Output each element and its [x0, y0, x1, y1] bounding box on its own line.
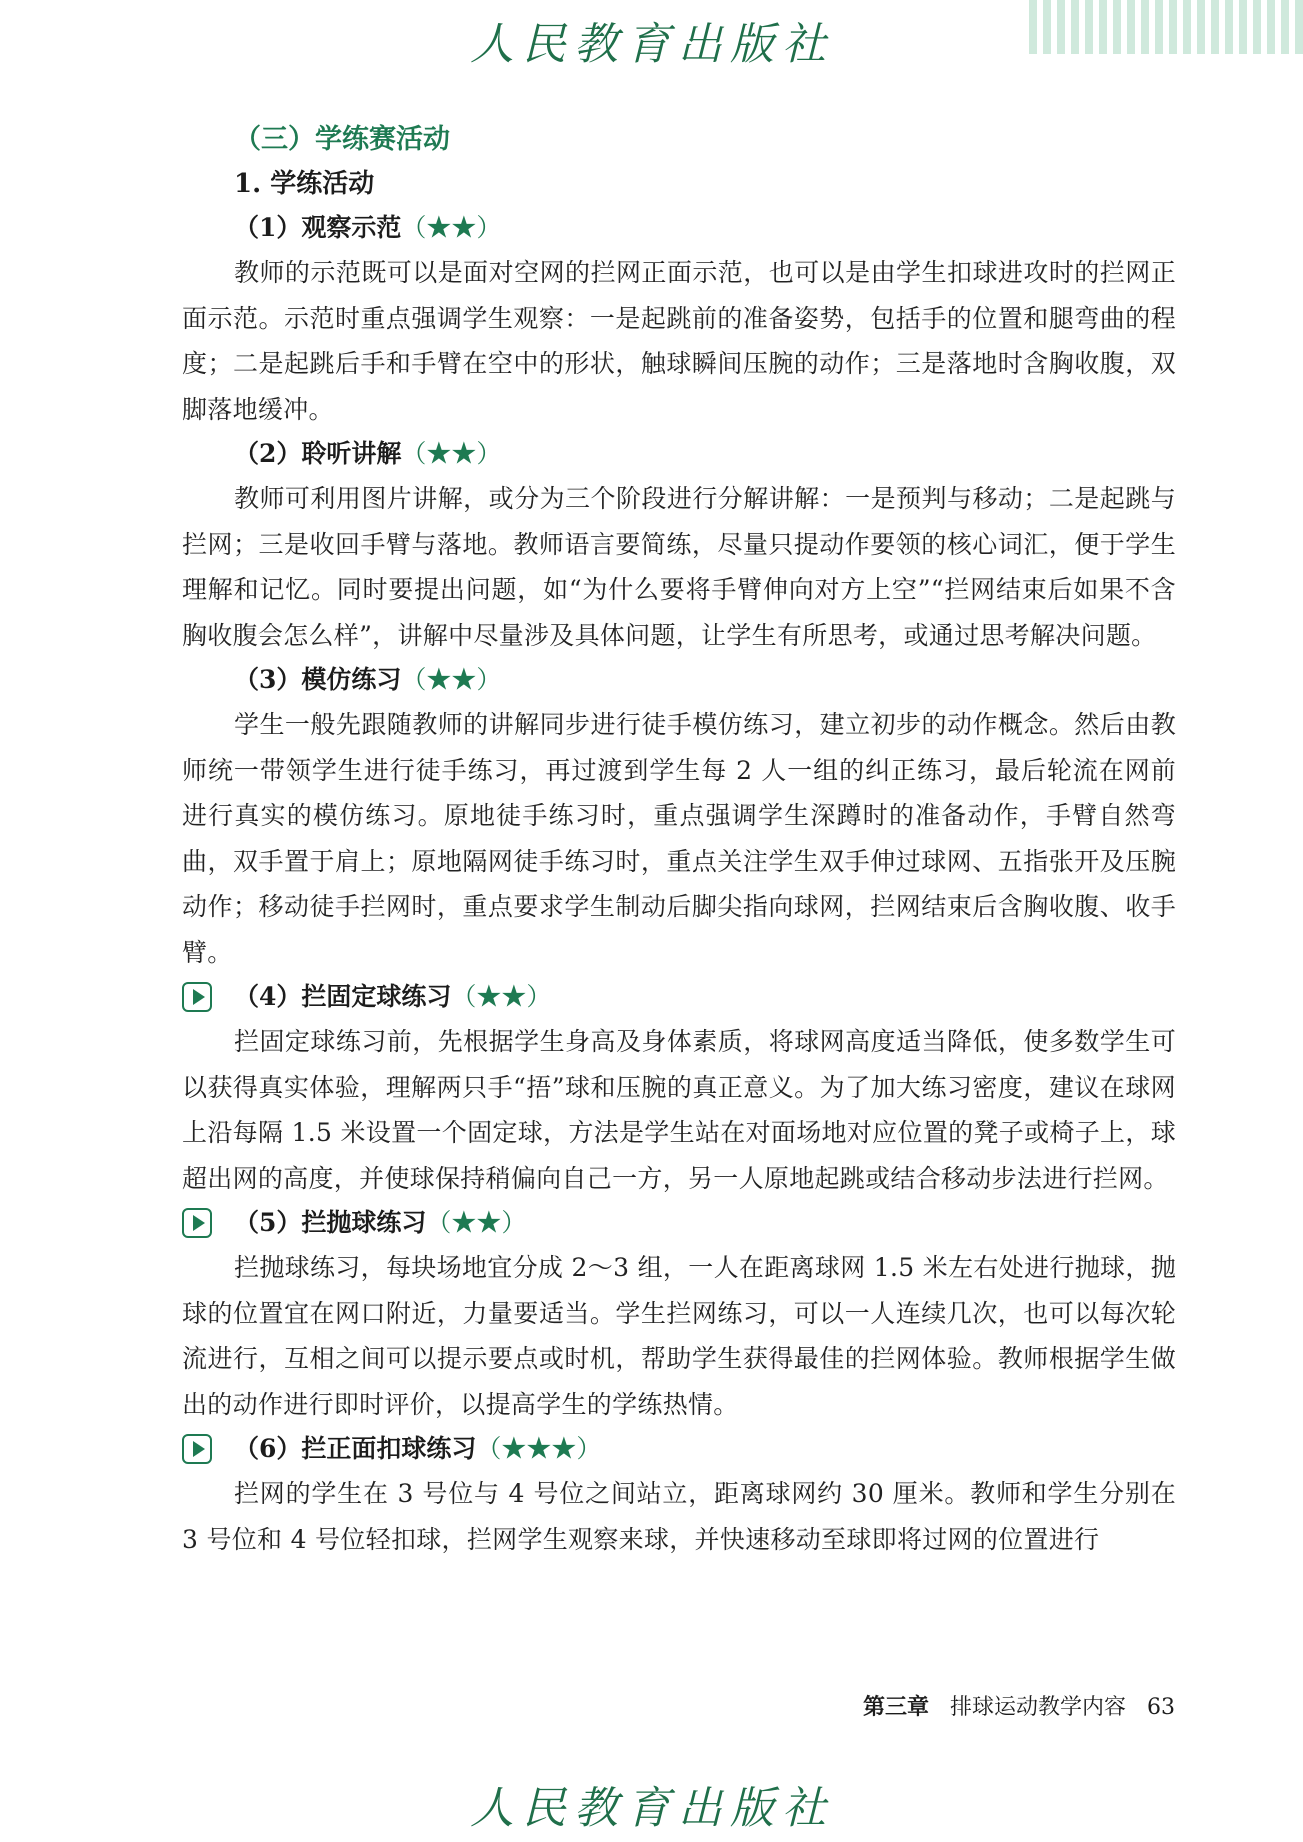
- page-number: 63: [1147, 1695, 1175, 1720]
- difficulty-stars: （★★）: [426, 1208, 527, 1237]
- play-video-icon[interactable]: [182, 982, 212, 1012]
- item-title: （2）聆听讲解: [234, 439, 402, 468]
- item-paragraph-4: 拦固定球练习前，先根据学生身高及身体素质，将球网高度适当降低，使多数学生可以获得真实体验，理解两只手“捂”球和压腕的真正意义。为了加大练习密度，建议在球网上沿每隔 1.5 米设置一个固定球，方法是学生站在对面场地对应位置的凳子或椅子上，球超出网的高度，并使球保持稍偏向自己一方，另一人原地起跳或结合移动步法进行拦网。: [182, 1027, 1176, 1193]
- publisher-logo-header: 人民教育出版社: [470, 19, 834, 70]
- item-heading-1: [182, 206, 1176, 250]
- item-heading-4: [182, 975, 1176, 1019]
- chapter-title: 排球运动教学内容: [950, 1695, 1127, 1720]
- difficulty-stars: （★★）: [401, 439, 502, 468]
- difficulty-stars: （★★）: [451, 982, 552, 1011]
- difficulty-stars: （★★）: [401, 213, 502, 242]
- item-heading-3: [182, 658, 1176, 702]
- difficulty-stars: （★★★）: [476, 1434, 602, 1463]
- section-title: （三）学练赛活动: [234, 124, 450, 155]
- item-paragraph-1: 教师的示范既可以是面对空网的拦网正面示范，也可以是由学生扣球进攻时的拦网正面示范。示范时重点强调学生观察：一是起跳前的准备姿势，包括手的位置和腿弯曲的程度；二是起跳后手和手臂在空中的形状，触球瞬间压腕的动作；三是落地时含胸收腹，双脚落地缓冲。: [182, 258, 1176, 424]
- play-video-icon[interactable]: [182, 1208, 212, 1238]
- item-heading-6: [182, 1427, 1176, 1471]
- header-decorative-stripes: [1023, 0, 1303, 54]
- item-title: （5）拦抛球练习: [234, 1208, 427, 1237]
- difficulty-stars: （★★）: [401, 665, 502, 694]
- item-paragraph-2: 教师可利用图片讲解，或分为三个阶段进行分解讲解：一是预判与移动；二是起跳与拦网；三是收回手臂与落地。教师语言要简练，尽量只提动作要领的核心词汇，便于学生理解和记忆。同时要提出问题，如“为什么要将手臂伸向对方上空”“拦网结束后如果不含胸收腹会怎么样”，讲解中尽量涉及具体问题，让学生有所思考，或通过思考解决问题。: [182, 484, 1176, 650]
- item-paragraph-6: 拦网的学生在 3 号位与 4 号位之间站立，距离球网约 30 厘米。教师和学生分别在 3 号位和 4 号位轻扣球，拦网学生观察来球，并快速移动至球即将过网的位置进行: [182, 1479, 1176, 1554]
- chapter-label: 第三章: [863, 1694, 930, 1720]
- page-footer: [863, 1690, 1175, 1721]
- item-title: （6）拦正面扣球练习: [234, 1434, 477, 1463]
- item-heading-2: [182, 432, 1176, 476]
- item-heading-5: [182, 1201, 1176, 1245]
- page-content: [182, 118, 1176, 1562]
- play-video-icon[interactable]: [182, 1434, 212, 1464]
- item-paragraph-5: 拦抛球练习，每块场地宜分成 2～3 组，一人在距离球网 1.5 米左右处进行抛球，抛球的位置宜在网口附近，力量要适当。学生拦网练习，可以一人连续几次，也可以每次轮流进行，互相之间可以提示要点或时机，帮助学生获得最佳的拦网体验。教师根据学生做出的动作进行即时评价，以提高学生的学练热情。: [182, 1253, 1176, 1419]
- item-title: （1）观察示范: [234, 213, 402, 242]
- item-title: （4）拦固定球练习: [234, 982, 452, 1011]
- subsection-title: 1. 学练活动: [234, 169, 375, 199]
- item-paragraph-3: 学生一般先跟随教师的讲解同步进行徒手模仿练习，建立初步的动作概念。然后由教师统一带领学生进行徒手练习，再过渡到学生每 2 人一组的纠正练习，最后轮流在网前进行真实的模仿练习。原地徒手练习时，重点强调学生深蹲时的准备动作，手臂自然弯曲，双手置于肩上；原地隔网徒手练习时，重点关注学生双手伸过球网、五指张开及压腕动作；移动徒手拦网时，重点要求学生制动后脚尖指向球网，拦网结束后含胸收腹、收手臂。: [182, 710, 1176, 967]
- item-title: （3）模仿练习: [234, 665, 402, 694]
- publisher-logo-footer: 人民教育出版社: [470, 1783, 834, 1834]
